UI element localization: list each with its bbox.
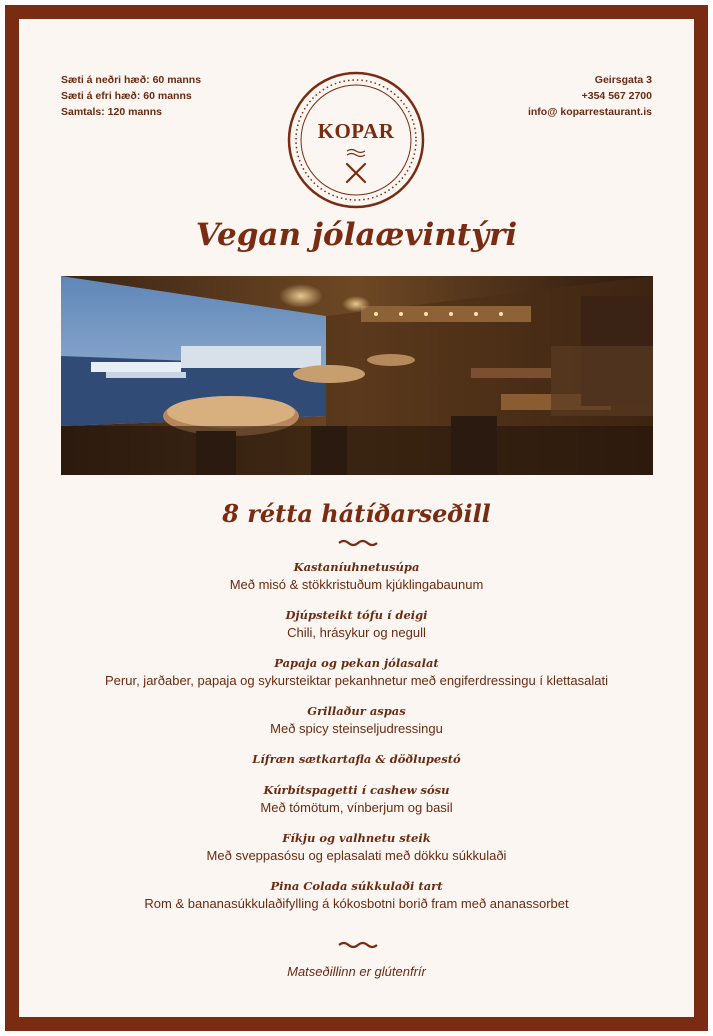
menu-item bbox=[19, 655, 694, 689]
wave-divider-icon bbox=[338, 539, 378, 547]
menu-item bbox=[19, 751, 694, 768]
seating-upper: Sæti á efri hæð: 60 manns bbox=[61, 90, 192, 102]
menu-item-name: Grillaður aspas bbox=[307, 704, 406, 718]
menu-item-desc: Með misó & stökkristuðum kjúklingabaunum bbox=[229, 577, 484, 592]
contact-email: info@ koparrestaurant.is bbox=[527, 106, 652, 118]
logo-text: KOPAR bbox=[317, 119, 395, 143]
menu-item-name: Lífræn sætkartafla & döðlupestó bbox=[252, 752, 461, 766]
menu-item bbox=[19, 559, 694, 593]
menu-subtitle: 8 rétta hátíðarseðill bbox=[222, 499, 491, 528]
page-title: Vegan jólaævintýri bbox=[195, 217, 518, 253]
menu-page bbox=[5, 5, 708, 1031]
restaurant-photo bbox=[61, 276, 653, 475]
seating-lower: Sæti á neðri hæð: 60 manns bbox=[61, 74, 202, 86]
contact-info bbox=[528, 72, 652, 120]
menu-item-desc: Rom & bananasúkkulaðifylling á kókosbotni borið fram með ananassorbet bbox=[144, 896, 569, 911]
menu-item-desc: Með tómötum, vínberjum og basil bbox=[260, 800, 453, 815]
crossed-fork-knife-icon bbox=[347, 164, 365, 182]
menu-item-desc: Chili, hrásykur og negull bbox=[287, 625, 426, 640]
menu-item-name: Pina Colada súkkulaði tart bbox=[270, 879, 443, 893]
menu-list bbox=[19, 559, 694, 926]
gluten-free-note: Matseðillinn er glútenfrír bbox=[287, 964, 426, 979]
menu-item bbox=[19, 607, 694, 641]
menu-item-name: Djúpsteikt tófu í deigi bbox=[285, 608, 428, 622]
menu-item-name: Kastaníuhnetusúpa bbox=[293, 560, 420, 574]
kopar-logo bbox=[287, 71, 425, 209]
menu-item-desc: Með sveppasósu og eplasalati með dökku súkkulaði bbox=[206, 848, 507, 863]
menu-item bbox=[19, 830, 694, 864]
seating-info bbox=[61, 72, 201, 120]
menu-item-name: Fíkju og valhnetu steik bbox=[282, 831, 431, 845]
menu-item-desc: Perur, jarðaber, papaja og sykursteiktar pekanhnetur með engiferdressingu í klettasalati bbox=[105, 673, 608, 688]
menu-item bbox=[19, 703, 694, 737]
menu-item-name: Kúrbítspagetti í cashew sósu bbox=[263, 783, 450, 797]
menu-item-name: Papaja og pekan jólasalat bbox=[274, 656, 439, 670]
menu-item-desc: Með spicy steinseljudressingu bbox=[270, 721, 443, 736]
menu-item bbox=[19, 782, 694, 816]
contact-phone: +354 567 2700 bbox=[581, 90, 652, 102]
menu-item bbox=[19, 878, 694, 912]
contact-address: Geirsgata 3 bbox=[594, 74, 652, 86]
seating-total: Samtals: 120 manns bbox=[61, 106, 162, 118]
wave-divider-icon bbox=[338, 941, 378, 949]
